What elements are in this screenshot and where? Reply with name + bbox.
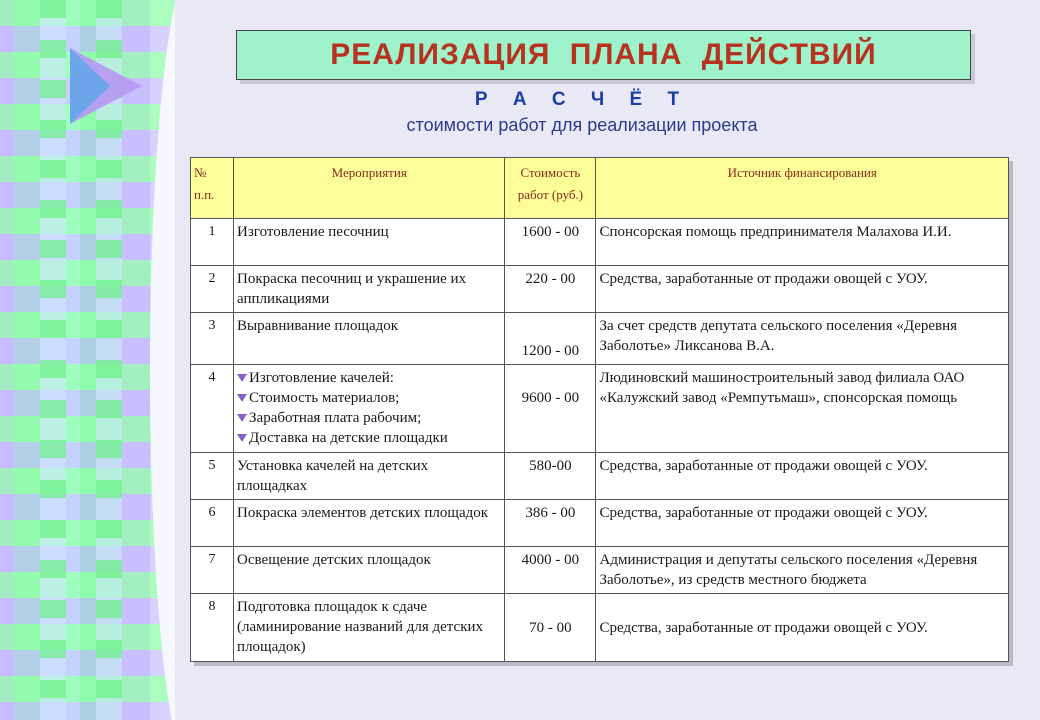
row-source: Администрация и депутаты сельского поселения «Деревня Заболотье», из средств местного бюджета (596, 547, 1009, 594)
row-source: Средства, заработанные от продажи овощей с УОУ. (596, 266, 1009, 313)
row-activity: Изготовление песочниц (234, 219, 505, 266)
bullet-icon (237, 394, 247, 402)
row-activity: Подготовка площадок к сдаче (ламинирование названий для детских площадок) (234, 594, 505, 662)
bullet-icon (237, 434, 247, 442)
row-cost: 4000 - 00 (505, 547, 596, 594)
bullet-icon (237, 374, 247, 382)
slide-title: РЕАЛИЗАЦИЯ ПЛАНА ДЕЙСТВИЙ (330, 38, 877, 71)
list-item-text: Заработная плата рабочим; (249, 410, 422, 426)
cost-table (190, 157, 1009, 662)
table-row (191, 453, 1009, 500)
row-cost: 1600 - 00 (505, 219, 596, 266)
table-row (191, 547, 1009, 594)
header-source: Источник финансирования (596, 158, 1009, 219)
row-num: 7 (191, 547, 234, 594)
row-num: 1 (191, 219, 234, 266)
row-activity: Покраска элементов детских площадок (234, 500, 505, 547)
row-cost: 580-00 (505, 453, 596, 500)
table-row (191, 313, 1009, 365)
list-item (237, 408, 501, 428)
row-activity: Освещение детских площадок (234, 547, 505, 594)
table-row (191, 594, 1009, 662)
row-num: 2 (191, 266, 234, 313)
row-cost: 70 - 00 (505, 594, 596, 662)
subheading: стоимости работ для реализации проекта (406, 115, 758, 135)
row-source: Средства, заработанные от продажи овощей с УОУ. (596, 594, 1009, 662)
row-activity-list (234, 365, 505, 453)
triangle-arrow-shade-icon (70, 48, 110, 124)
row-cost: 9600 - 00 (505, 365, 596, 453)
row-num: 6 (191, 500, 234, 547)
row-source: Средства, заработанные от продажи овощей с УОУ. (596, 500, 1009, 547)
table-row (191, 219, 1009, 266)
list-item (237, 368, 501, 388)
table-row (191, 500, 1009, 547)
header-activity: Мероприятия (234, 158, 505, 219)
slide-title-box (236, 30, 971, 80)
bullet-icon (237, 414, 247, 422)
list-item-text: Стоимость материалов; (249, 390, 400, 406)
row-activity: Выравнивание площадок (234, 313, 505, 365)
list-item-text: Изготовление качелей: (249, 370, 394, 386)
table-row (191, 266, 1009, 313)
table-row (191, 365, 1009, 453)
row-cost: 386 - 00 (505, 500, 596, 547)
list-item (237, 388, 501, 408)
list-item-text: Доставка на детские площадки (249, 430, 448, 446)
row-source: Людиновский машиностроительный завод филиала ОАО «Калужский завод «Ремпутьмаш», спонсорская помощь (596, 365, 1009, 453)
row-activity: Установка качелей на детских площадках (234, 453, 505, 500)
header-cost: Стоимость работ (руб.) (505, 158, 596, 219)
header-num: № п.п. (191, 158, 234, 219)
row-cost: 220 - 00 (505, 266, 596, 313)
row-source: За счет средств депутата сельского поселения «Деревня Заболотье» Ликсанова В.А. (596, 313, 1009, 365)
row-num: 3 (191, 313, 234, 365)
heading: Р А С Ч Ё Т (474, 89, 690, 110)
row-num: 5 (191, 453, 234, 500)
row-num: 8 (191, 594, 234, 662)
row-source: Средства, заработанные от продажи овощей с УОУ. (596, 453, 1009, 500)
row-cost: 1200 - 00 (505, 313, 596, 365)
row-activity: Покраска песочниц и украшение их аппликациями (234, 266, 505, 313)
list-item (237, 428, 501, 448)
table-header-row (191, 158, 1009, 219)
row-source: Спонсорская помощь предпринимателя Малахова И.И. (596, 219, 1009, 266)
row-num: 4 (191, 365, 234, 453)
